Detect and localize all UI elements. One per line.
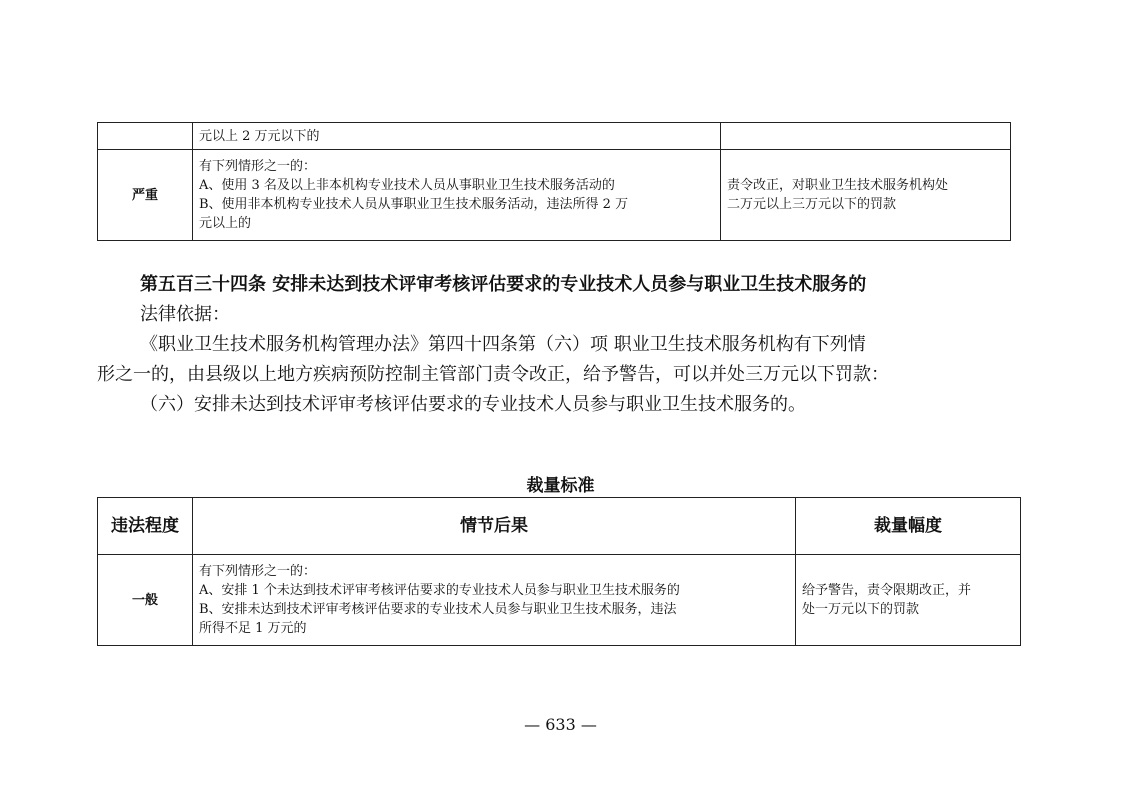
header-penalty: 裁量幅度 — [796, 498, 1021, 555]
severity-cell: 一般 — [98, 555, 193, 646]
page-number: — 633 — — [524, 715, 597, 734]
legal-basis-line: 形之一的，由县级以上地方疾病预防控制主管部门责令改正，给予警告，可以并处三万元以下罚款： — [97, 364, 889, 385]
table-row — [98, 123, 1011, 150]
legal-basis-line: 《职业卫生技术服务机构管理办法》第四十四条第（六）项 职业卫生技术服务机构有下列情 — [140, 334, 866, 355]
article-title: 第五百三十四条 安排未达到技术评审考核评估要求的专业技术人员参与职业卫生技术服务的 — [140, 274, 867, 295]
consequence-cell: 有下列情形之一的： A、使用 3 名及以上非本机构专业技术人员从事职业卫生技术服务活动的 B、使用非本机构专业技术人员从事职业卫生技术服务活动，违法所得 2 万 元以上的 — [193, 150, 721, 241]
header-severity: 违法程度 — [98, 498, 193, 555]
severity-cell: 严重 — [98, 150, 193, 241]
penalty-cell — [721, 123, 1011, 150]
table-header-row — [98, 498, 1021, 555]
legal-basis-label: 法律依据： — [140, 304, 230, 325]
legal-basis-text — [97, 330, 1037, 420]
consequence-cell: 有下列情形之一的： A、安排 1 个未达到技术评审考核评估要求的专业技术人员参与职业卫生技术服务的 B、安排未达到技术评审考核评估要求的专业技术人员参与职业卫生技术服务，违法 所得不足 1 万元的 — [193, 555, 796, 646]
penalty-cell: 责令改正，对职业卫生技术服务机构处 二万元以上三万元以下的罚款 — [721, 150, 1011, 241]
table-row — [98, 555, 1021, 646]
consequence-cell: 元以上 2 万元以下的 — [193, 123, 721, 150]
penalty-cell: 给予警告，责令限期改正，并 处一万元以下的罚款 — [796, 555, 1021, 646]
header-consequence: 情节后果 — [193, 498, 796, 555]
discretion-standard-table — [97, 497, 1021, 646]
table-row — [98, 150, 1011, 241]
standard-title: 裁量标准 — [526, 476, 595, 496]
penalty-table-continued — [97, 122, 1011, 241]
legal-basis-line: （六）安排未达到技术评审考核评估要求的专业技术人员参与职业卫生技术服务的。 — [140, 394, 806, 415]
severity-cell — [98, 123, 193, 150]
